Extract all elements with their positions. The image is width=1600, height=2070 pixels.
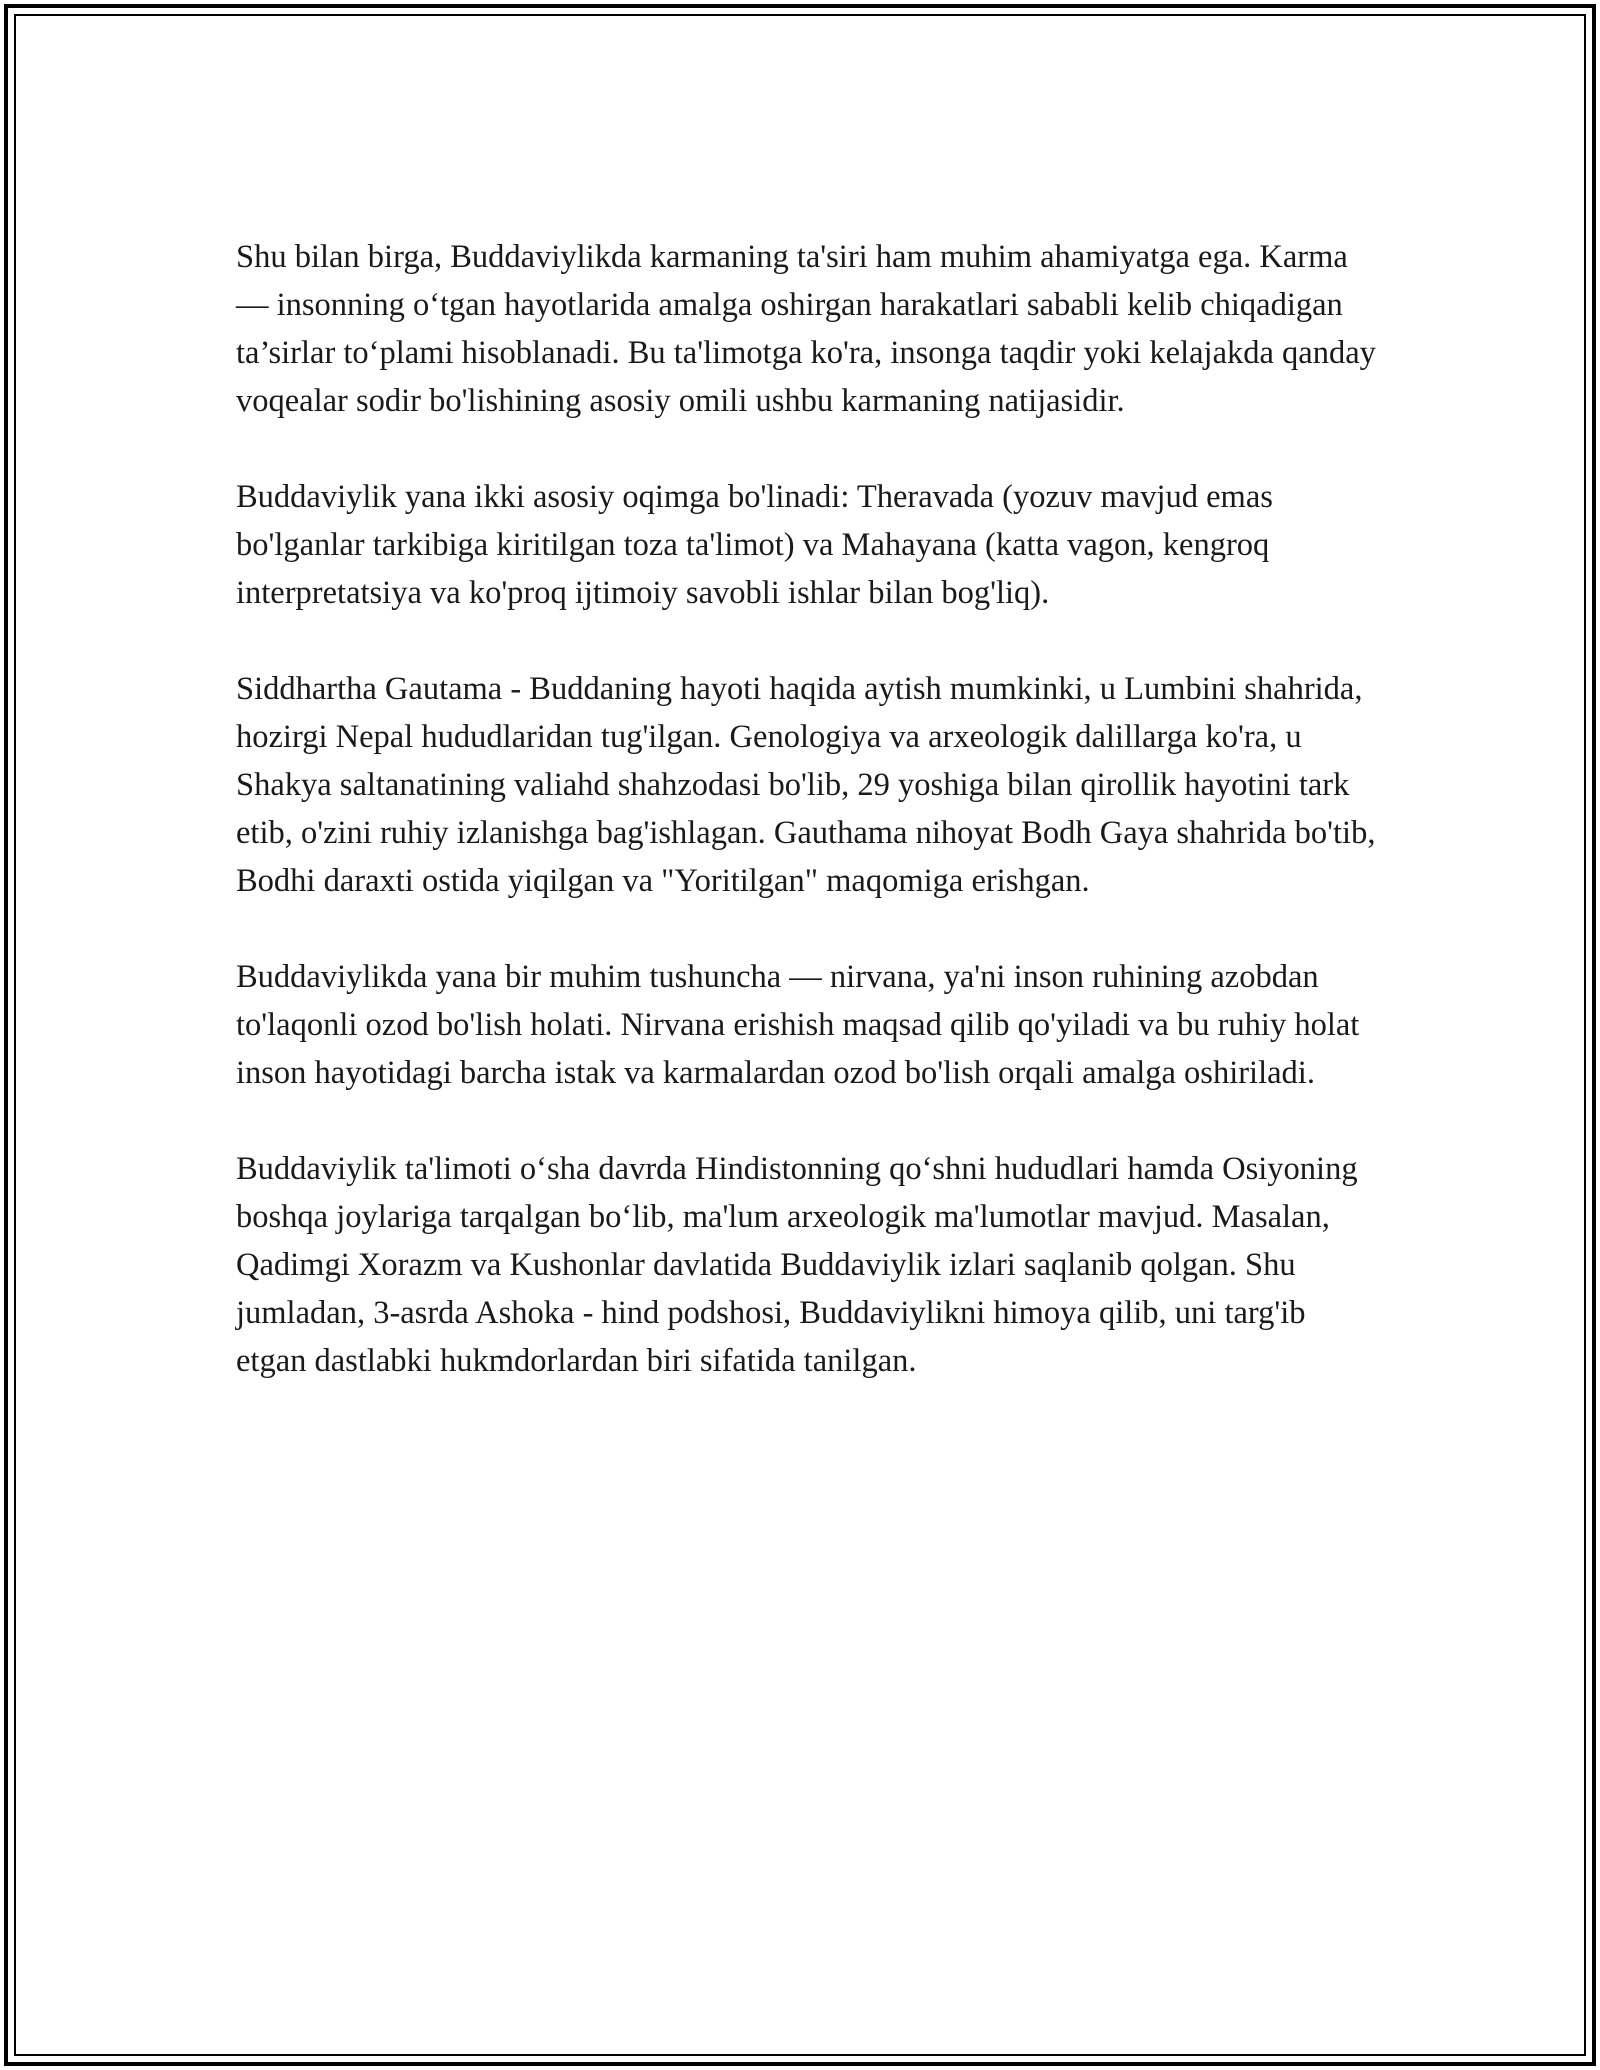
- paragraph-gautama: Siddhartha Gautama - Buddaning hayoti haqida aytish mumkinki, u Lumbini shahrida, hozirgi Nepal hududlaridan tug'ilgan. Genologiya va arxeologik dalillarga ko'ra, u Shakya saltanatining valiahd shahzodasi bo'lib, 29 yoshiga bilan qirollik hayotini tark etib, o'zini ruhiy izlanishga bag'ishlagan. Gauthama nihoyat Bodh Gaya shahrida bo'tib, Bodhi daraxti ostida yiqilgan va "Yoritilgan" maqomiga erishgan.: [236, 671, 1376, 899]
- paragraph-schools: Buddaviylik yana ikki asosiy oqimga bo'linadi: Theravada (yozuv mavjud emas bo'lganlar tarkibiga kiritilgan toza ta'limot) va Mahayana (katta vagon, kengroq interpretatsiya va ko'proq ijtimoiy savobli ishlar bilan bog'liq).: [236, 479, 1273, 611]
- paragraph-spread: Buddaviylik ta'limoti o‘sha davrda Hindistonning qo‘shni hududlari hamda Osiyoning boshqa joylariga tarqalgan bo‘lib, ma'lum arxeologik ma'lumotlar mavjud. Masalan, Qadimgi Xorazm va Kushonlar davlatida Buddaviylik izlari saqlanib qolgan. Shu jumladan, 3-asrda Ashoka - hind podshosi, Buddaviylikni himoya qilib, uni targ'ib etgan dastlabki hukmdorlardan biri sifatida tanilgan.: [236, 1151, 1358, 1379]
- paragraph-karma: Shu bilan birga, Buddaviylikda karmaning ta'siri ham muhim ahamiyatga ega. Karma — insonning o‘tgan hayotlarida amalga oshirgan harakatlari sababli kelib chiqadigan ta’sirlar to‘plami hisoblanadi. Bu ta'limotga ko'ra, insonga taqdir yoki kelajakda qanday voqealar sodir bo'lishining asosiy omili ushbu karmaning natijasidir.: [236, 239, 1376, 419]
- paragraph-nirvana: Buddaviylikda yana bir muhim tushuncha — nirvana, ya'ni inson ruhining azobdan to'laqonli ozod bo'lish holati. Nirvana erishish maqsad qilib qo'yiladi va bu ruhiy holat inson hayotidagi barcha istak va karmalardan ozod bo'lish orqali amalga oshiriladi.: [236, 959, 1360, 1091]
- document-body: [236, 233, 1376, 1433]
